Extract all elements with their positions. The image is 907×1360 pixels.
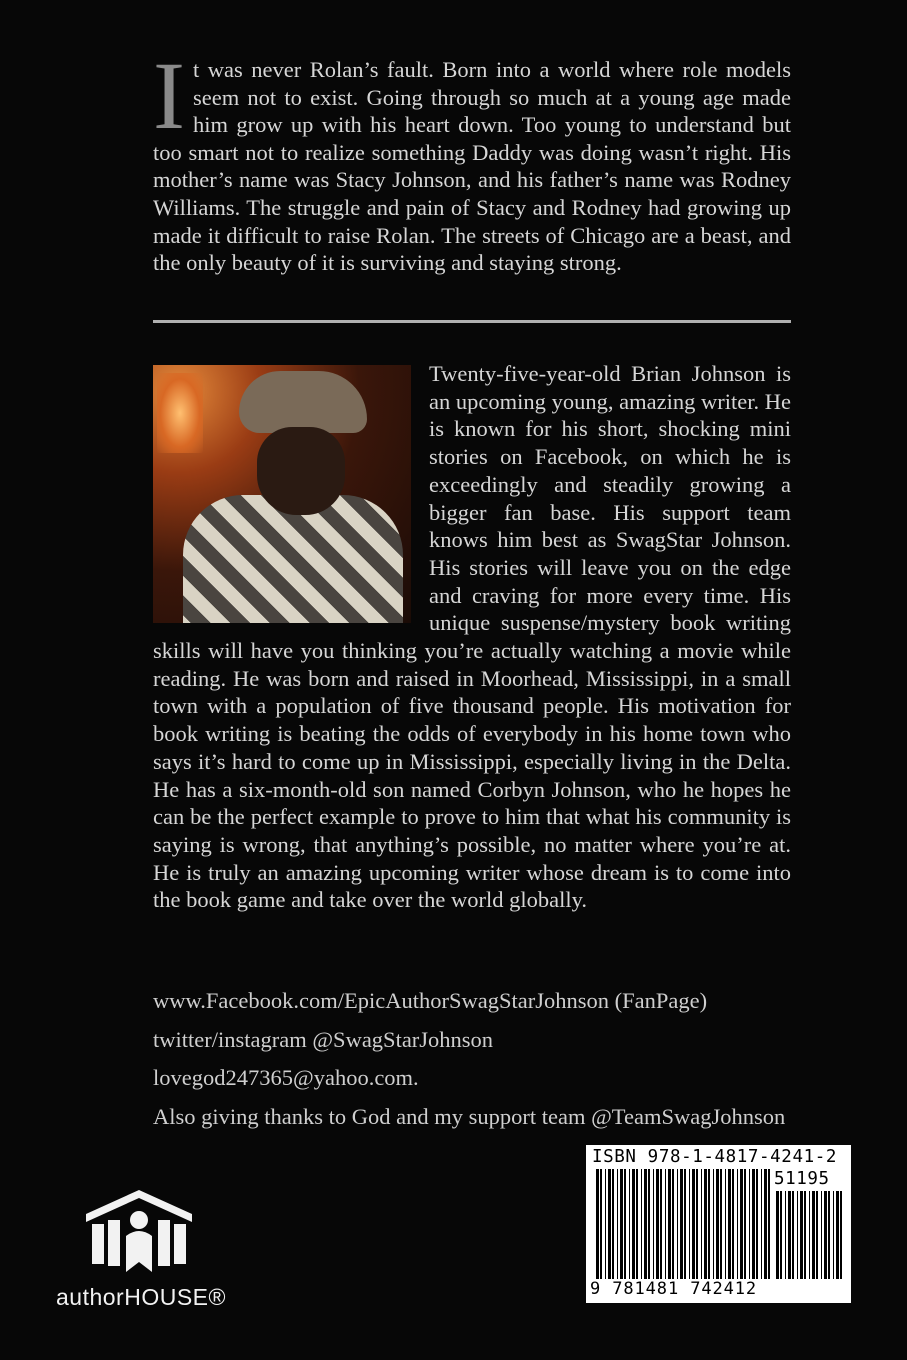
author-bio-text: Twenty-five-year-old Brian Johnson is an upcoming young, amazing writer. He is known for his short, shocking mini stories on Facebook, on which he is exceedingly and steadily growing a bigger fan base. His support team knows him best as SwagStar Johnson. His stories will leave you on the edge and craving for more every time. His unique suspense/mystery book writing skills will have you thinking you’re actually watching a movie while reading. He was born and raised in Moorhead, Mississippi, in a small town with a population of five thousand people. His motivation for book writing is beating the odds of everybody in his home town who says it’s hard to come up in Mississippi, especially living in the Delta. He has a six-month-old son named Corbyn Johnson, who he hopes he can be the perfect example to prove to him that what his community is saying is wrong, that anything’s possible, no matter where you’re at. He is truly an amazing upcoming writer whose dream is to come into the book game and take over the world globally. <box>153 361 791 913</box>
facebook-link[interactable]: www.Facebook.com/EpicAuthorSwagStarJohnson (FanPage) <box>153 988 708 1013</box>
isbn-text: ISBN 978-1-4817-4241-2 <box>592 1147 837 1167</box>
publisher-name: authorHOUSE® <box>56 1284 226 1310</box>
barcode-number: 9 781481 742412 <box>590 1279 758 1299</box>
social-handle: twitter/instagram @SwagStarJohnson <box>153 1026 494 1052</box>
synopsis-text: t was never Rolan’s fault. Born into a world where role models seem not to exist. Going through so much at a young age made him grow up with his heart down. Too young to understand but too smart not to realize something Daddy was doing wasn’t right. His mother’s name was Stacy Johnson, and his father’s name was Rodney Williams. The struggle and pain of Stacy and Rodney had growing up made it difficult to raise Rolan. The streets of Chicago are a beast, and the only beauty of it is surviving and staying strong. <box>153 57 791 276</box>
thanks-line: Also giving thanks to God and my support team @TeamSwagJohnson <box>153 1103 786 1129</box>
authorhouse-logo-icon <box>86 1190 192 1272</box>
barcode-bars <box>596 1169 772 1279</box>
email-address[interactable]: lovegod247365@yahoo.com. <box>153 1065 419 1090</box>
section-divider <box>153 320 791 323</box>
isbn-barcode <box>586 1145 851 1303</box>
supplement-bars <box>776 1191 842 1279</box>
author-photo <box>153 365 411 623</box>
author-bio <box>153 360 791 914</box>
drop-cap: I <box>153 42 185 149</box>
price-code: 51195 <box>774 1169 830 1189</box>
contact-list <box>153 986 853 1140</box>
synopsis-paragraph <box>153 42 791 277</box>
